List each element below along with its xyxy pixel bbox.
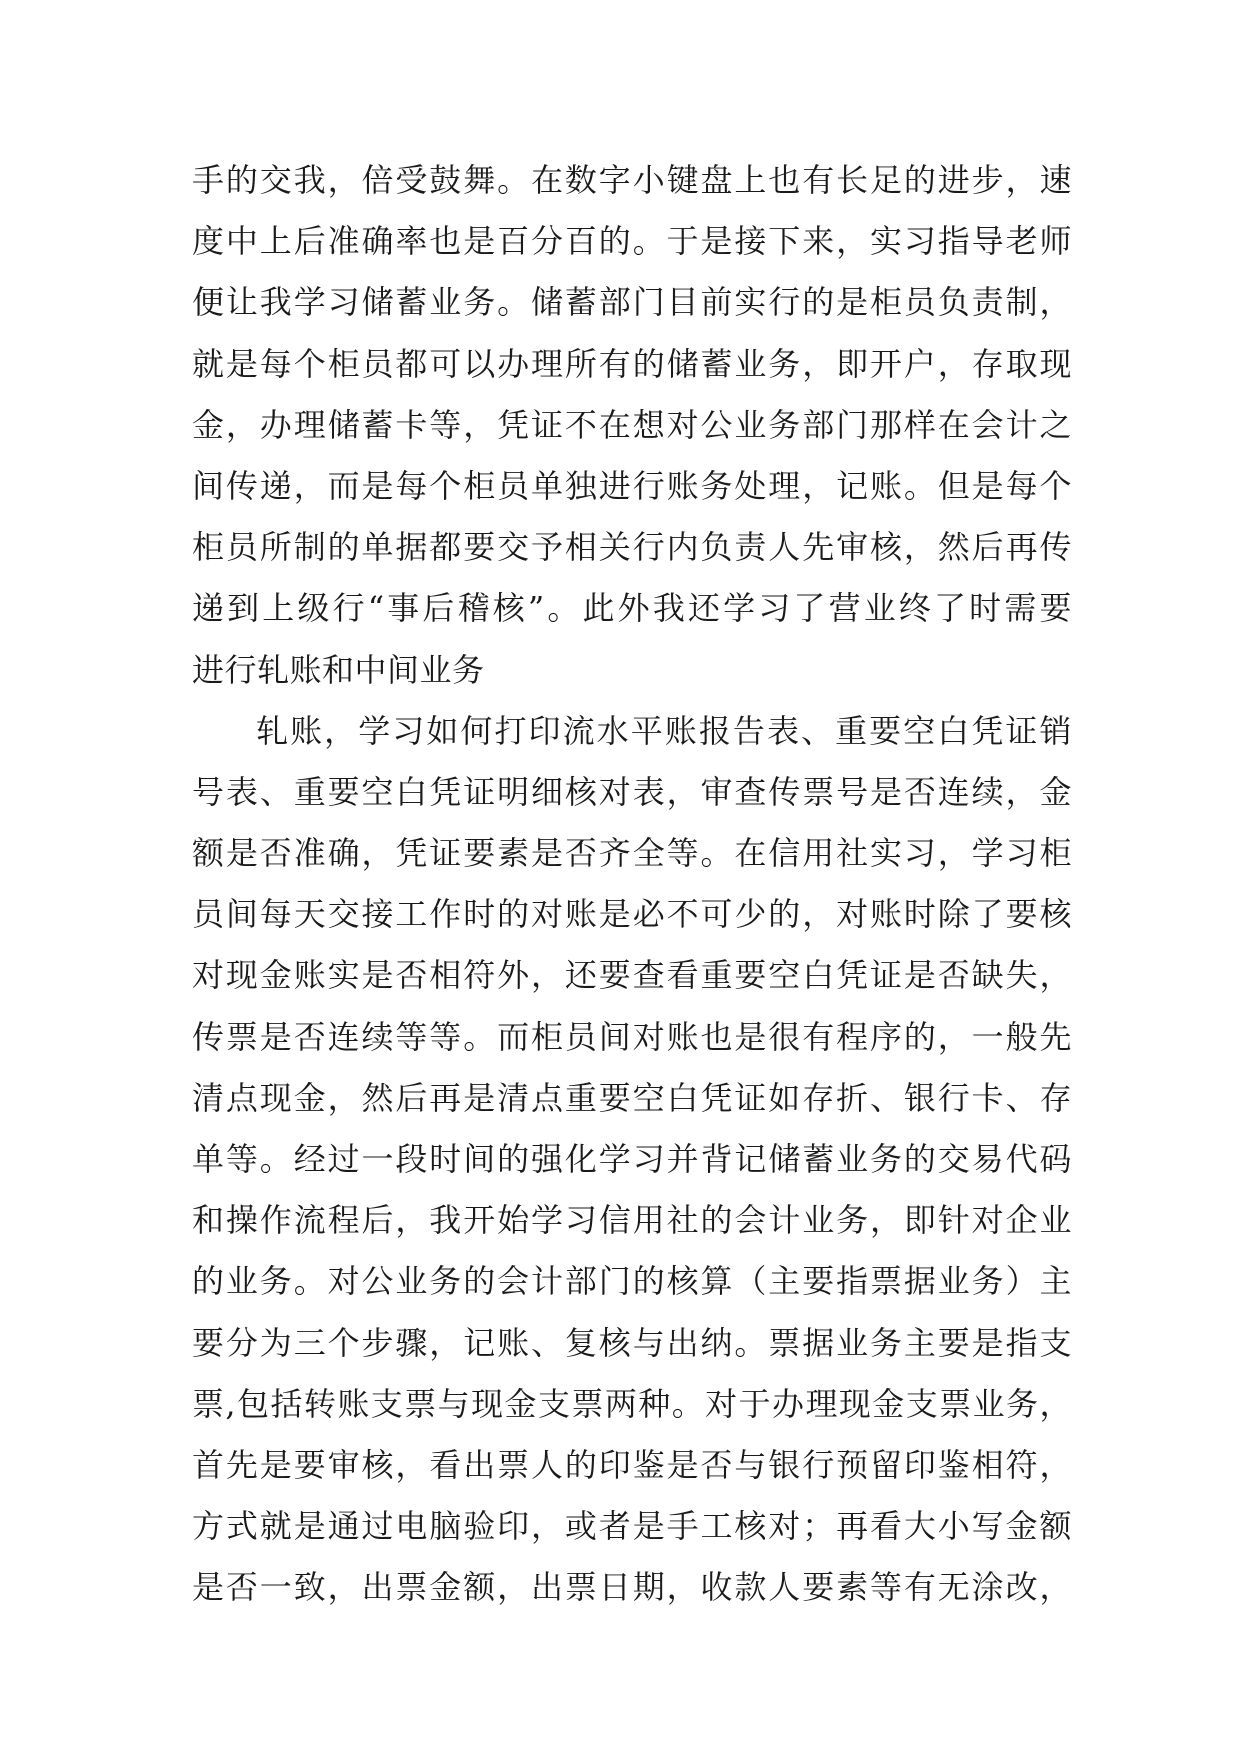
- text-line: 单等。经过一段时间的强化学习并背记储蓄业务的交易代码: [192, 1140, 1072, 1178]
- text-line: 递到上级行“事后稽核”。此外我还学习了营业终了时需要: [192, 589, 1072, 628]
- text-line: 轧账，学习如何打印流水平账报告表、重要空白凭证销: [256, 711, 1072, 750]
- text-line: 清点现金，然后再是清点重要空白凭证如存折、银行卡、存: [192, 1078, 1072, 1117]
- text-line: 手的交我，倍受鼓舞。在数字小键盘上也有长足的进步，速: [192, 161, 1072, 199]
- text-line: 票,包括转账支票与现金支票两种。对于办理现金支票业务，: [192, 1384, 1072, 1423]
- text-line: 额是否准确，凭证要素是否齐全等。在信用社实习，学习柜: [192, 834, 1072, 873]
- text-line: 传票是否连续等等。而柜员间对账也是很有程序的，一般先: [192, 1017, 1072, 1056]
- text-line: 要分为三个步骤，记账、复核与出纳。票据业务主要是指支: [192, 1323, 1072, 1362]
- text-line: 首先是要审核，看出票人的印鉴是否与银行预留印鉴相符，: [192, 1445, 1072, 1484]
- text-line: 度中上后准确率也是百分百的。于是接下来，实习指导老师: [192, 222, 1072, 261]
- text-line: 金，办理储蓄卡等，凭证不在想对公业务部门那样在会计之: [192, 405, 1072, 444]
- text-line: 员间每天交接工作时的对账是必不可少的，对账时除了要核: [192, 895, 1072, 934]
- text-line: 方式就是通过电脑验印，或者是手工核对；再看大小写金额: [192, 1507, 1072, 1546]
- text-line: 便让我学习储蓄业务。储蓄部门目前实行的是柜员负责制，: [192, 283, 1072, 322]
- text-line: 号表、重要空白凭证明细核对表，审查传票号是否连续，金: [192, 772, 1072, 811]
- text-line: 柜员所制的单据都要交予相关行内负责人先审核，然后再传: [192, 528, 1072, 567]
- body-text: [192, 150, 1072, 1619]
- text-line: 进行轧账和中间业务: [192, 650, 485, 689]
- text-line: 对现金账实是否相符外，还要查看重要空白凭证是否缺失，: [192, 956, 1072, 995]
- text-line: 的业务。对公业务的会计部门的核算（主要指票据业务）主: [192, 1262, 1072, 1301]
- text-line: 就是每个柜员都可以办理所有的储蓄业务，即开户，存取现: [192, 344, 1072, 383]
- text-line: 是否一致，出票金额，出票日期，收款人要素等有无涂改，: [192, 1568, 1072, 1607]
- text-line: 间传递，而是每个柜员单独进行账务处理，记账。但是每个: [192, 466, 1072, 505]
- text-line: 和操作流程后，我开始学习信用社的会计业务，即针对企业: [192, 1201, 1072, 1240]
